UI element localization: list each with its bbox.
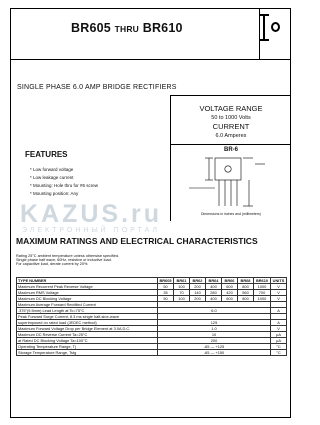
- cell-unit: V: [271, 290, 287, 296]
- ratings-note: For capacitive load, derate current by 20%.: [16, 262, 89, 266]
- row-label: at Rated DC Blocking Voltage Ta=100°C: [17, 338, 158, 344]
- column-header: TYPE NUMBER: [17, 278, 158, 284]
- cell-value: -65 — +125: [158, 344, 271, 350]
- cell-unit: μA: [271, 338, 287, 344]
- cell-value: 800: [238, 284, 254, 290]
- ratings-title: MAXIMUM RATINGS AND ELECTRICAL CHARACTERISTICS: [16, 236, 258, 246]
- row-label: Maximum Recurrent Peak Reverse Voltage: [17, 284, 158, 290]
- row-label: Maximum RMS Voltage: [17, 290, 158, 296]
- feature-item: * Low forward voltage: [30, 167, 74, 172]
- watermark-main-text: KAZUS.ru: [20, 200, 163, 228]
- column-header: BR62: [190, 278, 206, 284]
- package-body: [215, 158, 241, 180]
- cell-value: 560: [238, 290, 254, 296]
- ratings-note: Rating 25°C ambient temperature unless otherwise specified.: [16, 254, 120, 258]
- cell-unit: A: [271, 308, 287, 314]
- part-thru: THRU: [114, 24, 140, 34]
- cell-value: 700: [254, 290, 271, 296]
- cell-value: 140: [190, 290, 206, 296]
- row-label: Storage Temperature Range, Tstg: [17, 350, 158, 356]
- row-label: Maximum DC Reverse Current Ta=25°C: [17, 332, 158, 338]
- table-row: [17, 350, 287, 356]
- cell-value: 35: [158, 290, 174, 296]
- feature-item: * Mounting position: Any: [30, 191, 79, 196]
- row-label: Maximum Average Forward Rectified Current: [17, 302, 158, 308]
- package-label: BR-6: [223, 147, 238, 153]
- spec-divider: [171, 144, 291, 145]
- feature-item: * Mounting: Hole thru for #6 screw: [30, 183, 99, 188]
- cell-value: 1.0: [158, 326, 271, 332]
- current-value: 6.0 Amperes: [215, 133, 247, 139]
- header-title-box: [10, 9, 260, 60]
- row-label: Operating Temperature Range, Tj: [17, 344, 158, 350]
- row-label: Maximum DC Blocking Voltage: [17, 296, 158, 302]
- cell-value: -65 — +150: [158, 350, 271, 356]
- row-label: .375"(9.5mm) Lead Length at Tc=75°C: [17, 308, 158, 314]
- cell-unit: V: [271, 326, 287, 332]
- cell-unit: μA: [271, 332, 287, 338]
- cell-value: 6.0: [158, 308, 271, 314]
- voltage-range-value: 50 to 1000 Volts: [211, 115, 251, 121]
- row-label: Peak Forward Surge Current, 8.3 ms single half-sine-wave: [17, 314, 158, 320]
- cell-value: 10: [158, 332, 271, 338]
- dimensions-note: Dimensions in inches and (millimeters): [201, 212, 261, 216]
- part-number-title: [71, 21, 183, 35]
- cell-value: 200: [190, 284, 206, 290]
- cell-value: 1000: [254, 296, 271, 302]
- product-subtitle: SINGLE PHASE 6.0 AMP BRIDGE RECTIFIERS: [17, 84, 177, 91]
- cell-value: 200: [158, 338, 271, 344]
- cell-value: 125: [158, 320, 271, 326]
- cell-value: 50: [158, 296, 174, 302]
- column-header: BR64: [206, 278, 222, 284]
- cell-value: 600: [222, 284, 238, 290]
- cell-value: 420: [222, 290, 238, 296]
- features-heading: FEATURES: [25, 150, 68, 159]
- cell-value: 100: [174, 296, 190, 302]
- voltage-range-heading: VOLTAGE RANGE: [199, 104, 263, 113]
- ratings-table: [16, 277, 287, 356]
- io-logo-o-icon: [271, 22, 280, 32]
- feature-item: * Low leakage current: [30, 175, 74, 180]
- part-end: BR610: [142, 21, 183, 35]
- column-header: UNITS: [271, 278, 287, 284]
- column-header: BR61: [174, 278, 190, 284]
- cell-value: 70: [174, 290, 190, 296]
- column-header: BR68: [238, 278, 254, 284]
- cell-value: 200: [190, 296, 206, 302]
- cell-unit: V: [271, 296, 287, 302]
- logo-box: [250, 9, 291, 60]
- part-start: BR605: [71, 21, 111, 35]
- current-heading: CURRENT: [212, 122, 250, 131]
- column-header: BR605: [159, 278, 172, 283]
- cell-value: 100: [174, 284, 190, 290]
- cell-value: 400: [206, 296, 222, 302]
- watermark-sub-text: ЭЛЕКТРОННЫЙ ПОРТАЛ: [22, 227, 160, 234]
- cell-unit: A: [271, 320, 287, 326]
- watermark: [20, 200, 290, 234]
- cell-value: 1000: [254, 284, 271, 290]
- column-header: BR610: [254, 278, 271, 284]
- cell-value: 280: [206, 290, 222, 296]
- cell-value: 400: [206, 284, 222, 290]
- cell-unit: °C: [271, 350, 287, 356]
- row-label: superimposed on rated load (JEDEC method): [17, 320, 158, 326]
- io-logo-icon: [259, 14, 269, 41]
- cell-unit: V: [271, 284, 287, 290]
- ratings-note: Single phase half wave, 60Hz, resistive or inductive load.: [16, 258, 112, 262]
- cell-value: 800: [238, 296, 254, 302]
- row-label: Maximum Forward Voltage Drop per Bridge Element at 3.0A D.C.: [17, 326, 158, 332]
- cell-value: 50: [158, 284, 174, 290]
- column-header: BR66: [222, 278, 238, 284]
- cell-unit: °C: [271, 344, 287, 350]
- cell-value: 600: [222, 296, 238, 302]
